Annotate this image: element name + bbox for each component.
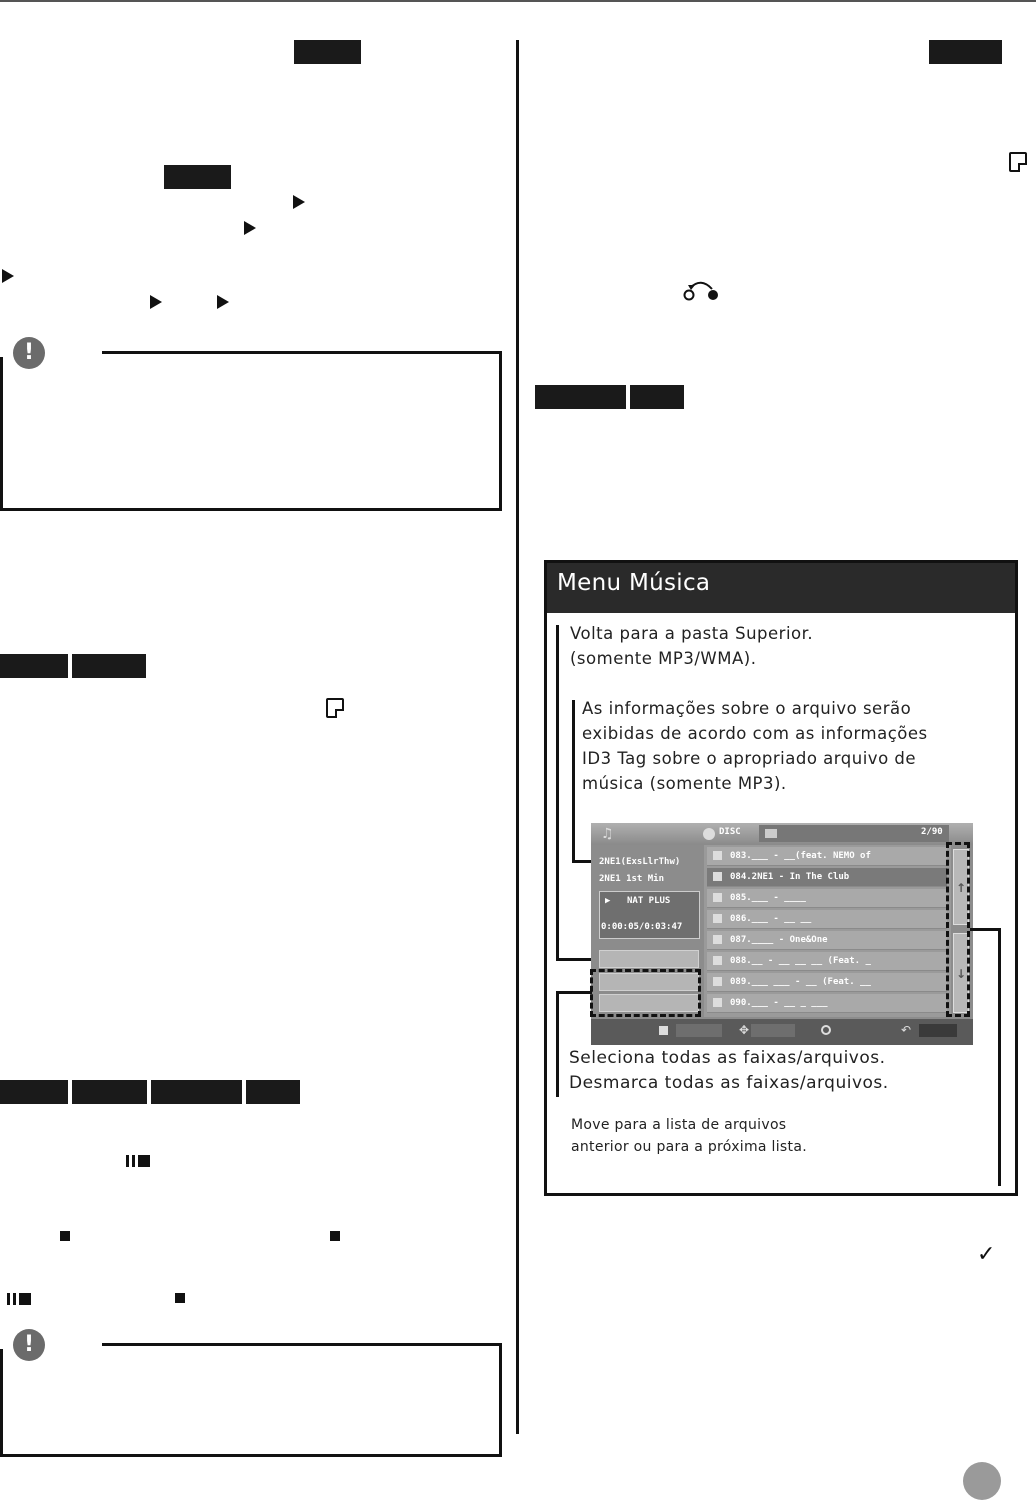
column-divider xyxy=(516,40,519,1434)
disc-tag xyxy=(630,385,684,409)
callout-id3: As informações sobre o arquivo serão exibidas de acordo com as informações ID3 Tag sobre o apropriado arquivo de música (somente MP3). xyxy=(582,699,928,793)
return-icon xyxy=(683,279,721,303)
note-icon: ! xyxy=(13,337,45,369)
page-buttons-highlight xyxy=(946,842,970,1017)
disc-label: DISC xyxy=(719,827,741,837)
top-folder-button[interactable] xyxy=(599,950,699,968)
track-row[interactable]: 086.___ - __ __ xyxy=(707,910,947,929)
memo-icon xyxy=(326,698,344,718)
page-number-circle xyxy=(963,1462,1001,1500)
disc-tag xyxy=(535,385,626,409)
top-rule xyxy=(0,0,1036,2)
page-down-button[interactable]: ↓ xyxy=(953,933,969,1013)
note-box xyxy=(0,1343,502,1457)
disc-tag xyxy=(151,1080,242,1104)
track-row[interactable]: 089.___ ___ - __ (Feat. __ xyxy=(707,973,947,992)
stop-icon xyxy=(330,1231,340,1241)
disc-icon xyxy=(703,828,715,840)
play-icon xyxy=(244,221,256,235)
move-icon: ✥ xyxy=(739,1023,750,1037)
page-up-button[interactable]: ↑ xyxy=(953,849,969,925)
pause-stop-icon xyxy=(7,1293,31,1305)
album-line: 2NE1 1st Min xyxy=(599,874,665,884)
folder-icon xyxy=(765,829,777,838)
track-row[interactable]: 083.___ - __(feat. NEMO of xyxy=(707,847,947,866)
play-icon xyxy=(2,269,14,283)
disc-tag xyxy=(0,1080,68,1104)
check-icon: ✓ xyxy=(977,1242,996,1267)
bottom-field xyxy=(676,1024,722,1037)
callout-line xyxy=(556,625,559,961)
section-tag xyxy=(929,40,1002,64)
play-icon xyxy=(217,295,229,309)
disc-tag xyxy=(246,1080,300,1104)
track-row[interactable]: 088.__ - __ __ __ (Feat. _ xyxy=(707,952,947,971)
select-buttons-highlight xyxy=(590,969,701,1017)
time-label: 0:00:05/0:03:47 xyxy=(601,922,683,932)
page-counter: 2/90 xyxy=(921,827,943,837)
disc-tag xyxy=(72,654,146,678)
callout-top-folder: Volta para a pasta Superior. (somente MP3/WMA). xyxy=(570,624,814,668)
disc-tag xyxy=(0,654,68,678)
play-icon xyxy=(293,195,305,209)
track-row[interactable]: 090.___ - __ _ ___ xyxy=(707,994,947,1013)
now-playing-label: NAT PLUS xyxy=(627,896,671,906)
stop-icon xyxy=(175,1293,185,1303)
section-tag xyxy=(164,165,231,189)
callout-line xyxy=(970,928,1000,931)
callout-line xyxy=(572,700,575,862)
note-box xyxy=(0,351,502,511)
track-row[interactable]: 085.___ - ____ xyxy=(707,889,947,908)
callout-select: Seleciona todas as faixas/arquivos. Desmarca todas as faixas/arquivos. xyxy=(569,1048,889,1093)
memo-icon xyxy=(1009,152,1027,172)
callout-move: Move para a lista de arquivos anterior ou para a próxima lista. xyxy=(571,1117,807,1155)
music-note-icon: ♫ xyxy=(601,826,614,842)
track-row-selected[interactable]: 084.2NE1 - In The Club xyxy=(707,868,947,887)
bottom-field xyxy=(919,1024,957,1037)
artist-line: 2NE1(ExsLlrThw) xyxy=(599,857,681,867)
bottom-field xyxy=(751,1024,795,1037)
callout-line xyxy=(556,993,559,1097)
music-menu-title: Menu Música xyxy=(557,570,711,596)
play-icon xyxy=(150,295,162,309)
enter-icon xyxy=(821,1025,831,1035)
pause-stop-icon xyxy=(126,1155,150,1167)
track-row[interactable]: 087.____ - One&One xyxy=(707,931,947,950)
callout-line xyxy=(998,928,1001,1186)
play-indicator: ▶ xyxy=(605,896,611,906)
section-tag xyxy=(294,40,361,64)
return-icon: ↶ xyxy=(901,1023,912,1037)
note-icon: ! xyxy=(13,1329,45,1361)
disc-tag xyxy=(72,1080,147,1104)
check-button-icon xyxy=(659,1026,668,1035)
callout-line xyxy=(556,991,592,994)
stop-icon xyxy=(60,1231,70,1241)
